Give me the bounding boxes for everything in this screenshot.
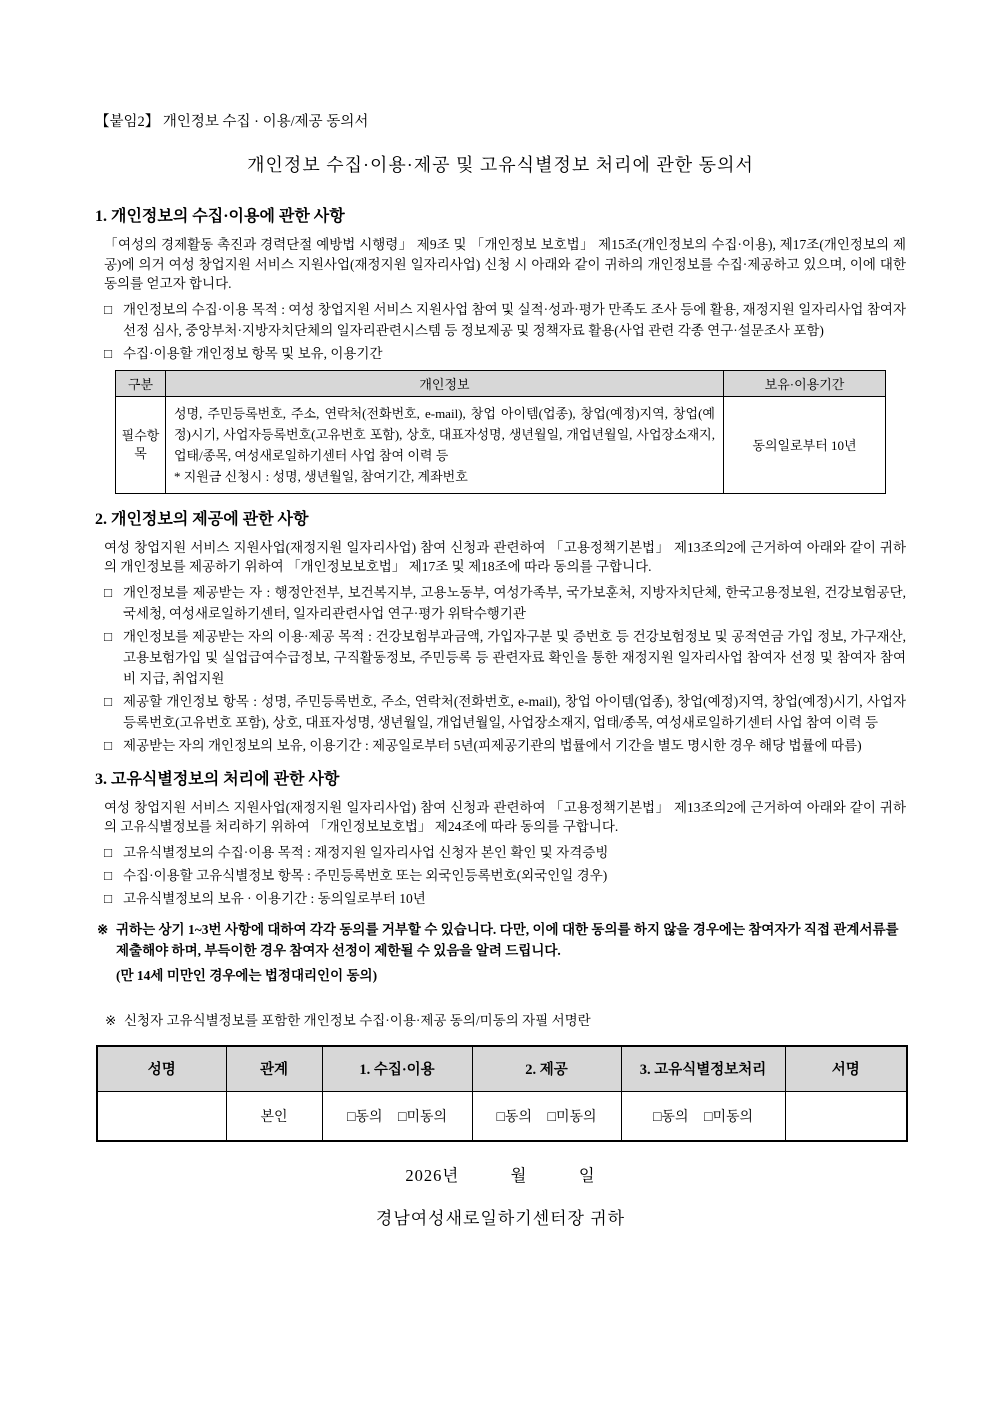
attachment-label: 【붙임2】 개인정보 수집 · 이용/제공 동의서 (95, 114, 369, 130)
bullet-item (104, 865, 906, 886)
bullet-text: 수집·이용할 고유식별정보 항목 : 주민등록번호 또는 외국인등록번호(외국인일 경우) (123, 867, 608, 883)
bullet-item (104, 299, 906, 341)
bullet-item (104, 582, 906, 624)
header-cell-info: 개인정보 (166, 370, 724, 396)
square-bullet-icon: □ (104, 301, 113, 317)
bullet-item (104, 626, 906, 689)
signature-note (105, 1010, 906, 1031)
header-cell-signature: 서명 (785, 1046, 907, 1092)
cell-required-items: 필수항목 (116, 396, 166, 493)
refusal-notice-sub: (만 14세 미만인 경우에는 법정대리인이 동의) (116, 967, 378, 983)
section-provision (95, 506, 906, 756)
bullet-item (104, 691, 906, 733)
table-row (116, 396, 886, 493)
square-bullet-icon: □ (104, 693, 113, 709)
signature-input-cell[interactable] (785, 1092, 907, 1141)
collection-disagree-checkbox[interactable]: □미동의 (397, 1109, 448, 1125)
info-items-note: * 지원금 신청시 : 성명, 생년월일, 참여기간, 계좌번호 (174, 468, 468, 484)
section3-intro: 여성 창업지원 서비스 지원사업(재정지원 일자리사업) 참여 신청과 관련하여 「고용정책기본법」 제13조의2에 근거하여 아래와 같이 귀하의 고유식별정보를 처리하기 위하여 「개인정보보호법」 제24조에 따라 동의를 구합니다. (104, 799, 906, 834)
relation-cell: 본인 (226, 1092, 322, 1141)
info-items-text: 성명, 주민등록번호, 주소, 연락처(전화번호, e-mail), 창업 아이템(업종), 창업(예정)지역, 창업(예정)시기, 사업자등록번호(고유번호 포함), 상호, 대표자성명, 생년월일, 개업년월일, 사업장소재지, 업태/종목, 여성새로일하기센터 사업 참여 이력 등 (174, 405, 715, 463)
section-collection-use (95, 203, 906, 494)
bullet-text: 개인정보를 제공받는 자의 이용·제공 목적 : 건강보험부과금액, 가입자구분 및 증번호 등 건강보험정보 및 공적연금 가입 정보, 가구재산, 고용보험가입 및 실업급여수급정보, 구직활동정보, 주민등록 등 관련자료 확인을 통한 재정지원 일자리사업 참여자 선정 및 참여자 참여비 지급, 취업지원 (123, 628, 906, 686)
bullet-item (104, 842, 906, 863)
bullet-text: 고유식별정보의 수집·이용 목적 : 재정지원 일자리사업 신청자 본인 확인 및 자격증빙 (123, 844, 609, 860)
section3-bullets (95, 842, 906, 909)
personal-info-table (115, 370, 886, 494)
section2-heading: 2. 개인정보의 제공에 관한 사항 (95, 510, 309, 528)
signature-table (96, 1045, 908, 1142)
header-cell-category: 구분 (116, 370, 166, 396)
bullet-item (104, 343, 906, 364)
bullet-text: 제공받는 자의 개인정보의 보유, 이용기간 : 제공일로부터 5년(피제공기관의 법률에서 기간을 별도 명시한 경우 해당 법률에 따름) (123, 737, 862, 753)
header-cell-collection: 1. 수집·이용 (322, 1046, 472, 1092)
reference-mark-icon: ※ (97, 921, 109, 937)
unique-id-disagree-checkbox[interactable]: □미동의 (703, 1109, 754, 1125)
square-bullet-icon: □ (104, 584, 113, 600)
section1-heading: 1. 개인정보의 수집·이용에 관한 사항 (95, 208, 345, 225)
refusal-notice-text: 귀하는 상기 1~3번 사항에 대하여 각각 동의를 거부할 수 있습니다. 다만, 이에 대한 동의를 하지 않을 경우에는 참여자가 직접 관계서류를 제출해야 하며, 부득이한 경우 참여자 선정이 제한될 수 있음을 알려 드립니다. (116, 921, 899, 958)
header-cell-name: 성명 (97, 1046, 226, 1092)
square-bullet-icon: □ (104, 867, 113, 883)
header-cell-period: 보유·이용기간 (724, 370, 886, 396)
section2-bullets (95, 582, 906, 756)
header-cell-unique-id: 3. 고유식별정보처리 (621, 1046, 785, 1092)
square-bullet-icon: □ (104, 890, 113, 906)
provision-consent-cell (472, 1092, 621, 1141)
section2-intro: 여성 창업지원 서비스 지원사업(재정지원 일자리사업) 참여 신청과 관련하여 「고용정책기본법」 제13조의2에 근거하여 아래와 같이 귀하의 개인정보를 제공하기 위하여 「개인정보보호법」 제17조 및 제18조에 따라 동의를 구합니다. (104, 539, 906, 574)
square-bullet-icon: □ (104, 737, 113, 753)
cell-retention-period: 동의일로부터 10년 (724, 396, 886, 493)
square-bullet-icon: □ (104, 844, 113, 860)
bullet-text: 개인정보를 제공받는 자 : 행정안전부, 보건복지부, 고용노동부, 여성가족부, 국가보훈처, 지방자치단체, 한국고용정보원, 건강보험공단, 국세청, 여성새로일하기센터, 일자리관련사업 연구·평가 위탁수행기관 (123, 584, 906, 621)
refusal-notice (97, 919, 906, 961)
header-cell-provision: 2. 제공 (472, 1046, 621, 1092)
collection-agree-checkbox[interactable]: □동의 (346, 1109, 383, 1125)
provision-agree-checkbox[interactable]: □동의 (496, 1109, 532, 1125)
unique-id-agree-checkbox[interactable]: □동의 (652, 1109, 689, 1125)
section1-intro: 「여성의 경제활동 촉진과 경력단절 예방법 시행령」 제9조 및 「개인정보 보호법」 제15조(개인정보의 수집·이용), 제17조(개인정보의 제공)에 의거 여성 창업지원 서비스 지원사업(재정지원 일자리사업) 신청 시 아래와 같이 귀하의 개인정보를 수집·제공하고 있으며, 이에 대한 동의를 얻고자 합니다. (104, 237, 906, 291)
square-bullet-icon: □ (104, 345, 113, 361)
bullet-item (104, 735, 906, 756)
reference-mark-icon: ※ (105, 1012, 117, 1028)
header-cell-relation: 관계 (226, 1046, 322, 1092)
bullet-item (104, 888, 906, 909)
date-line: 2026년 월 일 (405, 1165, 596, 1185)
document-title: 개인정보 수집·이용·제공 및 고유식별정보 처리에 관한 동의서 (247, 155, 754, 175)
bullet-text: 고유식별정보의 보유 · 이용기간 : 동의일로부터 10년 (123, 890, 426, 906)
collection-consent-cell (322, 1092, 472, 1141)
section-unique-id (95, 766, 906, 909)
signature-note-text: 신청자 고유식별정보를 포함한 개인정보 수집·이용·제공 동의/미동의 자필 서명란 (124, 1012, 591, 1028)
bullet-text: 개인정보의 수집·이용 목적 : 여성 창업지원 서비스 지원사업 참여 및 실적·성과·평가 만족도 조사 등에 활용, 재정지원 일자리사업 참여자 선정 심사, 중앙부처·지방자치단체의 일자리관련시스템 등 정보제공 및 정책자료 활용(사업 관련 각종 연구·설문조사 포함) (123, 301, 906, 338)
addressee-line: 경남여성새로일하기센터장 귀하 (375, 1208, 626, 1228)
provision-disagree-checkbox[interactable]: □미동의 (547, 1109, 597, 1125)
unique-id-consent-cell (621, 1092, 785, 1141)
signature-table-row (97, 1092, 907, 1141)
name-input-cell[interactable] (97, 1092, 226, 1141)
section1-bullets (95, 299, 906, 364)
section3-heading: 3. 고유식별정보의 처리에 관한 사항 (95, 770, 340, 788)
bullet-text: 제공할 개인정보 항목 : 성명, 주민등록번호, 주소, 연락처(전화번호, e-mail), 창업 아이템(업종), 창업(예정)지역, 창업(예정)시기, 사업자등록번호(고유번호 포함), 상호, 대표자성명, 생년월일, 개업년월일, 사업장소재지, 업태/종목, 여성새로일하기센터 사업 참여 이력 등 (123, 693, 906, 730)
table-header-row (116, 370, 886, 396)
cell-info-items (166, 396, 724, 493)
signature-table-header-row (97, 1046, 907, 1092)
bullet-text: 수집·이용할 개인정보 항목 및 보유, 이용기간 (123, 345, 383, 361)
square-bullet-icon: □ (104, 628, 113, 644)
